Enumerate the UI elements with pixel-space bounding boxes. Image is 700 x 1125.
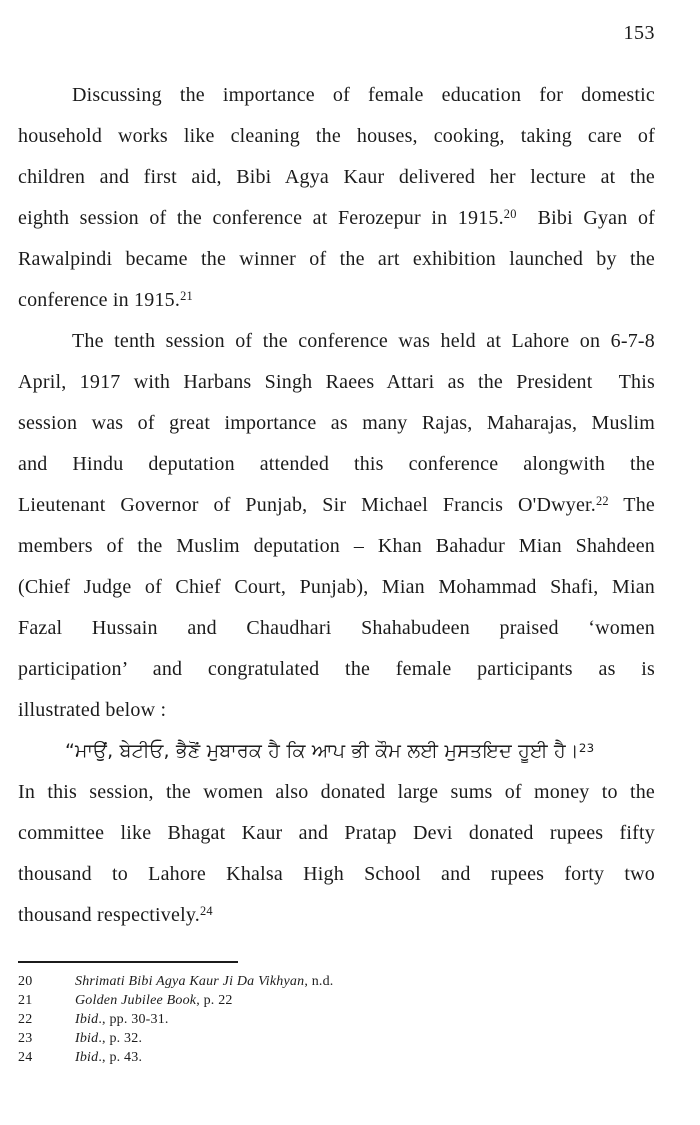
text-line: (Chief Judge of Chief Court, Punjab), Mian Mohammad Shafi, Mian xyxy=(18,576,655,598)
text-line: April, 1917 with Harbans Singh Raees Attari as the President This xyxy=(18,371,655,393)
footnote-item xyxy=(18,1048,655,1067)
footnote-list xyxy=(18,972,655,1067)
footnote-item xyxy=(18,991,655,1010)
footnote-number: 24 xyxy=(18,1050,33,1065)
footnote-text: Shrimati Bibi Agya Kaur Ji Da Vikhyan, n.d. xyxy=(75,974,334,989)
text-line: household works like cleaning the houses, cooking, taking care of xyxy=(18,125,655,147)
text-line: and Hindu deputation attended this conference alongwith the xyxy=(18,453,655,475)
footnote-number: 22 xyxy=(18,1012,33,1027)
footnote-text: Golden Jubilee Book, p. 22 xyxy=(75,993,233,1008)
footnote-text: Ibid., pp. 30-31. xyxy=(75,1012,169,1027)
text-line: committee like Bhagat Kaur and Pratap Devi donated rupees fifty xyxy=(18,822,655,844)
text-line: Lieutenant Governor of Punjab, Sir Michael Francis O'Dwyer.$^{22}$ The xyxy=(18,494,655,516)
footnote-text: Ibid., p. 43. xyxy=(75,1050,143,1065)
footnote-text: Ibid., p. 32. xyxy=(75,1031,143,1046)
text-line: eighth session of the conference at Ferozepur in 1915.20 Bibi Gyan of xyxy=(18,207,656,229)
text-line: participation’ and congratulated the female participants as is xyxy=(18,658,655,680)
footnote-separator-rule xyxy=(18,961,238,963)
footnotes-section xyxy=(18,961,655,1067)
text-line: Rawalpindi became the winner of the art exhibition launched by the xyxy=(18,248,655,270)
text-line: members of the Muslim deputation – Khan Bahadur Mian Shahdeen xyxy=(18,535,655,557)
quote-line-punjabi: “ਮਾਉਂ, ਬੇਟੀਓ, ਭੈਣੋਂ ਮੁਬਾਰਕ ਹੈ ਕਿ ਆਪ ਭੀ ਕੌਮ ਲਈ ਮੁਸਤਇਦ ਹੂਈ ਹੈ।$^{23}$ xyxy=(65,740,595,762)
footnote-number: 23 xyxy=(18,1031,33,1046)
text-line: thousand to Lahore Khalsa High School and rupees forty two xyxy=(18,863,655,885)
page-number: 153 xyxy=(623,22,655,44)
body-text xyxy=(18,75,655,936)
footnote-item xyxy=(18,1029,655,1048)
text-line: illustrated below : xyxy=(18,699,167,721)
text-line: children and first aid, Bibi Agya Kaur delivered her lecture at the xyxy=(18,166,655,188)
text-line: session was of great importance as many Rajas, Maharajas, Muslim xyxy=(18,412,655,434)
text-line: Fazal Hussain and Chaudhari Shahabudeen praised ‘women xyxy=(18,617,655,639)
footnote-number: 20 xyxy=(18,974,33,989)
text-line: conference in 1915.21 xyxy=(18,289,193,311)
footnote-item xyxy=(18,1010,655,1029)
footnote-number: 21 xyxy=(18,993,33,1008)
text-line: thousand respectively.$^{24}$ xyxy=(18,904,213,926)
text-line: Discussing the importance of female education for domestic xyxy=(72,84,655,106)
text-line: The tenth session of the conference was held at Lahore on 6-7-8 xyxy=(72,330,655,352)
footnote-item xyxy=(18,972,655,991)
text-line: In this session, the women also donated large sums of money to the xyxy=(18,781,655,803)
